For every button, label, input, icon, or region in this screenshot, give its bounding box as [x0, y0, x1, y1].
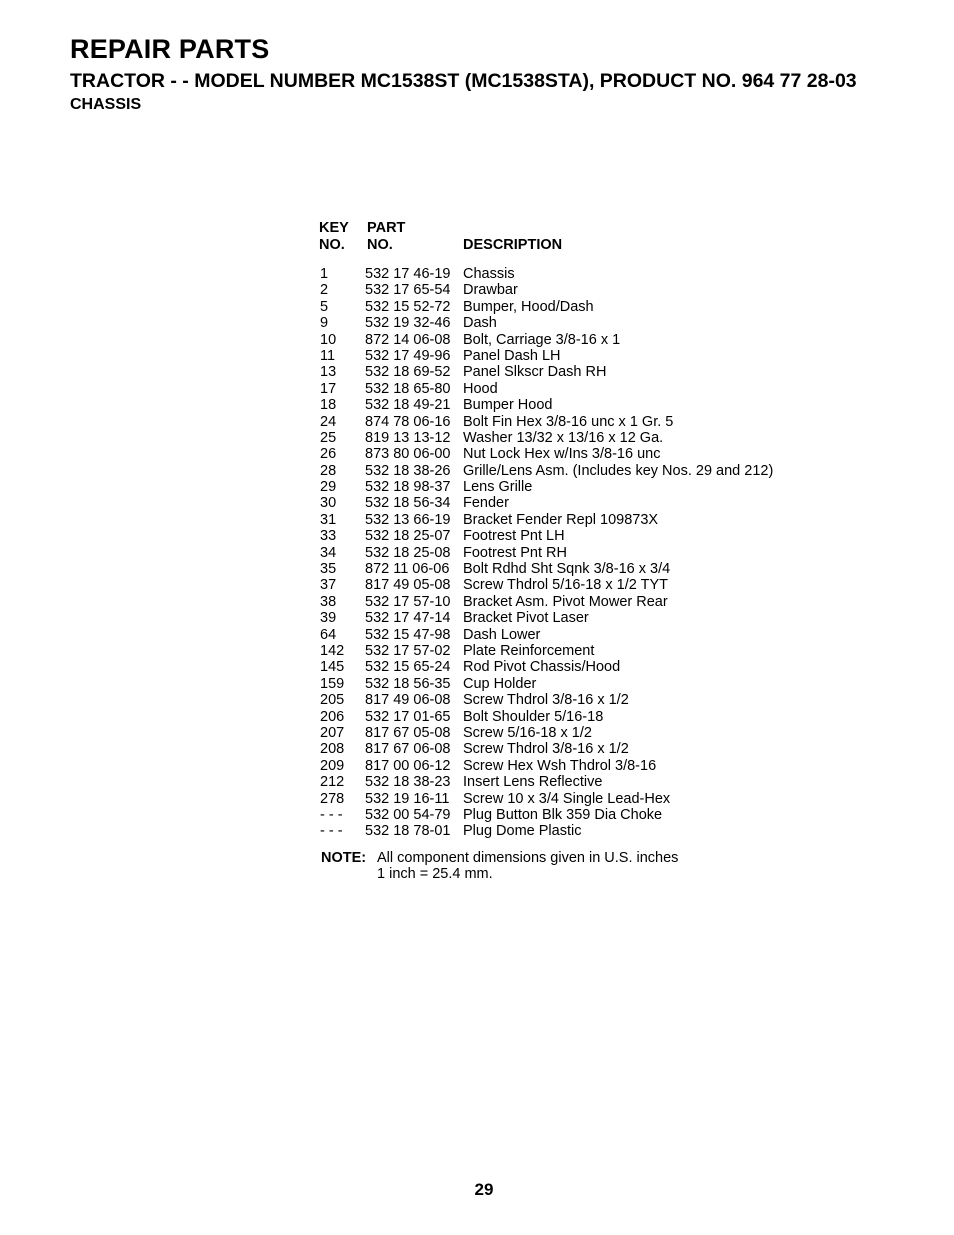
key-no-cell: - - - — [320, 823, 343, 840]
key-no-cell: 278 — [320, 790, 345, 807]
part-no-cell: 532 19 32-46 — [365, 315, 451, 332]
description-cell: Bolt Fin Hex 3/8-16 unc x 1 Gr. 5 — [463, 413, 674, 430]
key-no-cell: 142 — [320, 642, 345, 659]
key-no-cell: 25 — [320, 429, 337, 446]
key-no-cell: 11 — [320, 347, 336, 364]
description-cell: Hood — [463, 380, 498, 397]
description-cell: Screw Thdrol 3/8-16 x 1/2 — [463, 741, 629, 758]
description-cell: Fender — [463, 495, 509, 512]
page-title: REPAIR PARTS — [70, 34, 270, 64]
key-no-header-line1: KEY — [319, 220, 349, 236]
description-cell: Chassis — [463, 266, 515, 282]
part-no-cell: 532 18 56-34 — [365, 495, 451, 512]
part-no-cell: 532 17 65-54 — [365, 282, 451, 299]
key-no-cell: 1 — [320, 266, 329, 282]
key-no-cell: 209 — [320, 757, 345, 774]
part-no-cell: 532 15 47-98 — [365, 626, 451, 643]
description-cell: Plate Reinforcement — [463, 642, 595, 659]
note-line-1: All component dimensions given in U.S. inches — [377, 849, 679, 866]
key-no-header-line2: NO. — [319, 237, 345, 253]
key-no-cell: 33 — [320, 528, 337, 545]
description-cell: Grille/Lens Asm. (Includes key Nos. 29 and 212) — [463, 462, 774, 479]
part-no-cell: 532 17 49-96 — [365, 347, 451, 364]
part-no-cell: 532 18 25-07 — [365, 528, 451, 545]
description-cell: Bolt, Carriage 3/8-16 x 1 — [463, 331, 621, 348]
description-cell: Bolt Rdhd Sht Sqnk 3/8-16 x 3/4 — [463, 561, 671, 578]
key-no-cell: 28 — [320, 462, 337, 479]
description-cell: Panel Dash LH — [463, 347, 561, 364]
description-cell: Screw 10 x 3/4 Single Lead-Hex — [463, 790, 671, 807]
key-no-cell: 35 — [320, 561, 337, 578]
description-cell: Footrest Pnt LH — [463, 528, 565, 545]
description-cell: Cup Holder — [463, 675, 537, 692]
description-cell: Screw Thdrol 5/16-18 x 1/2 TYT — [463, 577, 668, 594]
description-cell: Screw Hex Wsh Thdrol 3/8-16 — [463, 757, 657, 774]
key-no-cell: 30 — [320, 495, 337, 512]
description-cell: Drawbar — [463, 282, 518, 299]
key-no-cell: - - - — [320, 806, 343, 823]
description-cell: Screw 5/16-18 x 1/2 — [463, 724, 592, 741]
part-no-cell: 532 17 57-02 — [365, 642, 451, 659]
description-cell: Bumper Hood — [463, 397, 553, 414]
description-cell: Screw Thdrol 3/8-16 x 1/2 — [463, 692, 629, 709]
key-no-cell: 212 — [320, 774, 345, 791]
description-cell: Bracket Fender Repl 109873X — [463, 511, 659, 528]
part-no-cell: 532 15 52-72 — [365, 298, 451, 315]
description-cell: Bracket Pivot Laser — [463, 610, 589, 627]
part-no-cell: 873 80 06-00 — [365, 446, 451, 463]
key-no-cell: 206 — [320, 708, 345, 725]
part-no-cell: 532 18 69-52 — [365, 364, 451, 381]
key-no-cell: 18 — [320, 397, 337, 414]
part-no-cell: 532 18 49-21 — [365, 397, 451, 414]
part-no-cell: 817 00 06-12 — [365, 757, 451, 774]
part-no-cell: 817 49 05-08 — [365, 577, 451, 594]
part-no-cell: 532 18 78-01 — [365, 823, 451, 840]
key-no-cell: 10 — [320, 331, 337, 348]
description-cell: Plug Button Blk 359 Dia Choke — [463, 806, 663, 823]
key-no-cell: 39 — [320, 610, 337, 627]
key-no-cell: 29 — [320, 479, 337, 496]
part-no-cell: 817 67 05-08 — [365, 724, 451, 741]
part-no-cell: 532 18 25-08 — [365, 544, 451, 561]
key-no-cell: 17 — [320, 380, 337, 397]
part-no-cell: 532 19 16-11 — [365, 790, 450, 807]
part-no-cell: 532 18 56-35 — [365, 675, 451, 692]
key-no-cell: 26 — [320, 446, 337, 463]
part-no-cell: 532 17 57-10 — [365, 593, 451, 610]
key-no-cell: 5 — [320, 298, 329, 315]
note-line-2: 1 inch = 25.4 mm. — [377, 866, 493, 883]
key-no-cell: 9 — [320, 315, 329, 332]
part-no-cell: 532 15 65-24 — [365, 659, 451, 676]
description-cell: Bumper, Hood/Dash — [463, 298, 594, 315]
part-no-cell: 872 14 06-08 — [365, 331, 451, 348]
description-cell: Insert Lens Reflective — [463, 774, 603, 791]
part-no-cell: 532 00 54-79 — [365, 806, 451, 823]
page-subtitle: TRACTOR - - MODEL NUMBER MC1538ST (MC1538STA), PRODUCT NO. 964 77 28-03 — [70, 70, 857, 92]
key-no-cell: 205 — [320, 692, 345, 709]
note-label: NOTE: — [321, 849, 367, 866]
description-cell: Washer 13/32 x 13/16 x 12 Ga. — [463, 429, 664, 446]
part-no-cell: 817 49 06-08 — [365, 692, 451, 709]
part-no-cell: 532 13 66-19 — [365, 511, 451, 528]
description-cell: Lens Grille — [463, 479, 533, 496]
key-no-cell: 13 — [320, 364, 337, 381]
page-number: 29 — [474, 1180, 494, 1199]
key-no-cell: 145 — [320, 659, 345, 676]
description-cell: Bolt Shoulder 5/16-18 — [463, 708, 604, 725]
part-no-cell: 872 11 06-06 — [365, 561, 450, 578]
section-title: CHASSIS — [70, 96, 142, 113]
part-no-cell: 532 17 01-65 — [365, 708, 451, 725]
key-no-cell: 64 — [320, 626, 337, 643]
description-cell: Plug Dome Plastic — [463, 823, 582, 840]
part-no-header-line1: PART — [367, 220, 406, 236]
key-no-cell: 34 — [320, 544, 337, 561]
key-no-cell: 159 — [320, 675, 345, 692]
description-cell: Bracket Asm. Pivot Mower Rear — [463, 593, 668, 610]
part-no-cell: 532 17 47-14 — [365, 610, 451, 627]
key-no-cell: 37 — [320, 577, 337, 594]
part-no-header-line2: NO. — [367, 237, 393, 253]
key-no-cell: 2 — [320, 282, 329, 299]
key-no-cell: 207 — [320, 724, 345, 741]
part-no-cell: 532 17 46-19 — [365, 266, 451, 282]
part-no-cell: 819 13 13-12 — [365, 429, 451, 446]
description-header: DESCRIPTION — [463, 237, 563, 253]
description-cell: Nut Lock Hex w/Ins 3/8-16 unc — [463, 446, 661, 463]
description-cell: Dash — [463, 315, 497, 332]
key-no-cell: 24 — [320, 413, 337, 430]
description-cell: Footrest Pnt RH — [463, 544, 567, 561]
part-no-cell: 532 18 65-80 — [365, 380, 451, 397]
description-cell: Rod Pivot Chassis/Hood — [463, 659, 621, 676]
key-no-cell: 31 — [320, 511, 337, 528]
key-no-cell: 208 — [320, 741, 345, 758]
part-no-cell: 532 18 38-26 — [365, 462, 451, 479]
description-cell: Panel Slkscr Dash RH — [463, 364, 607, 381]
key-no-cell: 38 — [320, 593, 337, 610]
description-cell: Dash Lower — [463, 626, 541, 643]
part-no-cell: 874 78 06-16 — [365, 413, 451, 430]
part-no-cell: 532 18 38-23 — [365, 774, 451, 791]
part-no-cell: 817 67 06-08 — [365, 741, 451, 758]
part-no-cell: 532 18 98-37 — [365, 479, 451, 496]
